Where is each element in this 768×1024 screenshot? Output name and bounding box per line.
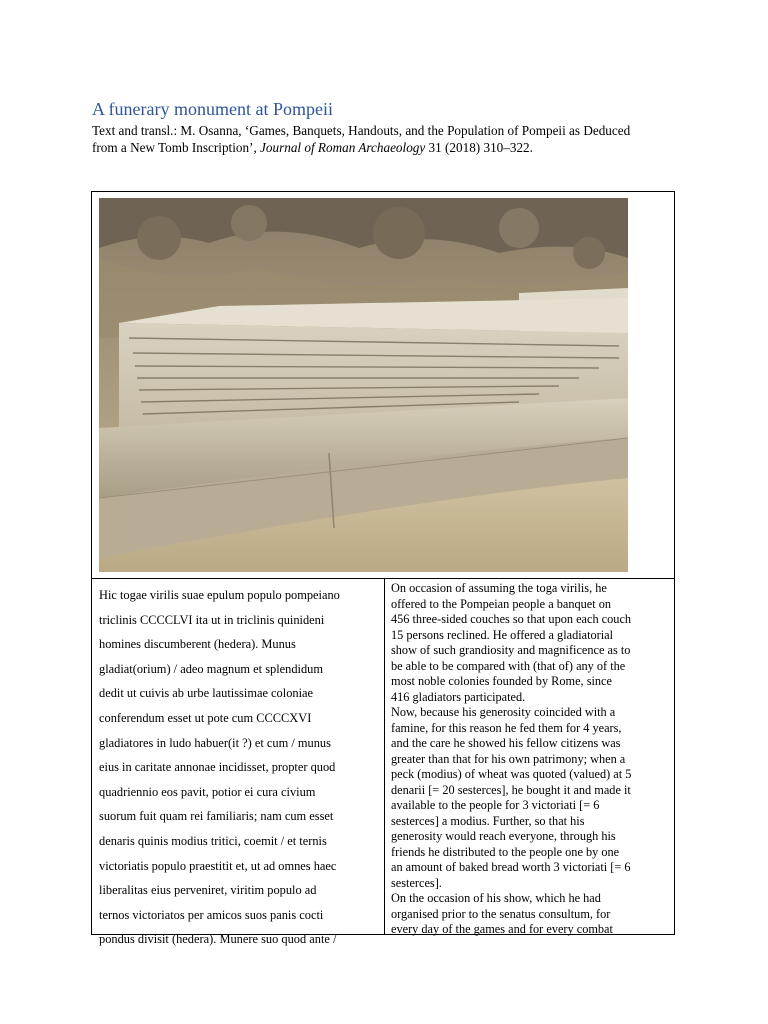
latin-text-line: conferendum esset ut pote cum CCCCXVI — [99, 710, 312, 725]
citation-text-end: 31 (2018) 310–322. — [425, 140, 533, 155]
english-text-line: organised prior to the senatus consultum, for — [391, 906, 611, 921]
english-text-line: be able to be compared with (that of) any of the — [391, 658, 626, 673]
citation-text-start: from a New Tomb Inscription’, — [92, 140, 261, 155]
english-text-line: and the care he showed his fellow citizens was — [391, 736, 621, 750]
english-text-line: every day of the games and for every combat — [391, 922, 613, 936]
english-text-line: sesterces] a modius. Further, so that his — [391, 813, 585, 828]
latin-text-line: eius in caritate annonae incidisset, propter quod — [99, 760, 336, 775]
english-text-line: Now, because his generosity coincided with a — [391, 705, 616, 719]
english-text-line: 416 gladiators participated. — [391, 689, 526, 704]
english-text-line: friends he distributed to the people one by one — [391, 844, 620, 859]
english-text-line: available to the people for 3 victoriati [= 6 — [391, 798, 600, 812]
latin-text-line: Hic togae virilis suae epulum populo pompeiano — [99, 588, 340, 602]
latin-text-line: ternos victoriatos per amicos suos panis cocti — [99, 907, 324, 922]
latin-text-line: gladiat(orium) / adeo magnum et splendidum — [99, 661, 324, 676]
english-text-line: an amount of baked bread worth 3 victoriati [= 6 — [391, 860, 631, 874]
english-text-line: sesterces]. — [391, 875, 442, 890]
english-text-line: most noble colonies founded by Rome, since — [391, 674, 612, 688]
latin-text-line: denaris quinis modius tritici, coemit / et ternis — [99, 833, 327, 848]
citation — [92, 122, 692, 156]
latin-text-line: gladiatores in ludo habuer(it ?) et cum / munus — [99, 735, 331, 750]
english-text-line: offered to the Pompeian people a banquet on — [391, 596, 612, 611]
citation-line-1: Text and transl.: M. Osanna, ‘Games, Banquets, Handouts, and the Population of Pompeii as Deduced — [92, 123, 631, 138]
latin-text-line: liberalitas eius perveniret, viritim populo ad — [99, 883, 317, 898]
english-text-line: On the occasion of his show, which he had — [391, 891, 601, 905]
english-text-line: generosity would reach everyone, through his — [391, 829, 616, 843]
latin-text-line: dedit ut cuivis ab urbe lautissimae coloniae — [99, 686, 314, 701]
english-text-line: 15 persons reclined. He offered a gladiatorial — [391, 627, 614, 642]
journal-title: Journal of Roman Archaeology — [260, 140, 426, 155]
table-row-divider — [92, 578, 674, 579]
english-text-line: peck (modius) of wheat was quoted (valued) at 5 — [391, 767, 632, 781]
latin-text-line: quadriennio eos pavit, potior ei cura civium — [99, 784, 316, 799]
monument-photo-illustration — [99, 198, 628, 572]
citation-line-2 — [92, 139, 692, 156]
english-text-line: famine, for this reason he fed them for 4 years, — [391, 720, 622, 735]
latin-text-column — [99, 583, 381, 952]
english-text-line: 456 three-sided couches so that upon each couch — [391, 612, 632, 626]
table-column-divider — [384, 578, 385, 934]
english-text-line: show of such grandiosity and magnificence as to — [391, 643, 631, 657]
latin-text-line: suorum fuit quam rei familiaris; nam cum esset — [99, 809, 334, 824]
latin-text-line: triclinis CCCCLVI ita ut in triclinis quinideni — [99, 612, 325, 627]
latin-text-line: homines discumberent (hedera). Munus — [99, 637, 296, 652]
english-translation-column — [391, 581, 673, 938]
latin-text-line: pondus divisit (hedera). Munere suo quod ante / — [99, 932, 337, 947]
monument-photo — [99, 198, 628, 572]
english-text-line: denarii [= 20 sesterces], he bought it and made it — [391, 782, 631, 797]
latin-text-line: victoriatis populo praestitit et, ut ad omnes haec — [99, 858, 337, 873]
english-text-line: greater than that for his own patrimony; when a — [391, 751, 626, 766]
english-text-line: On occasion of assuming the toga virilis, he — [391, 581, 607, 595]
document-heading: A funerary monument at Pompeii — [92, 99, 333, 119]
inscription-table — [91, 191, 675, 947]
